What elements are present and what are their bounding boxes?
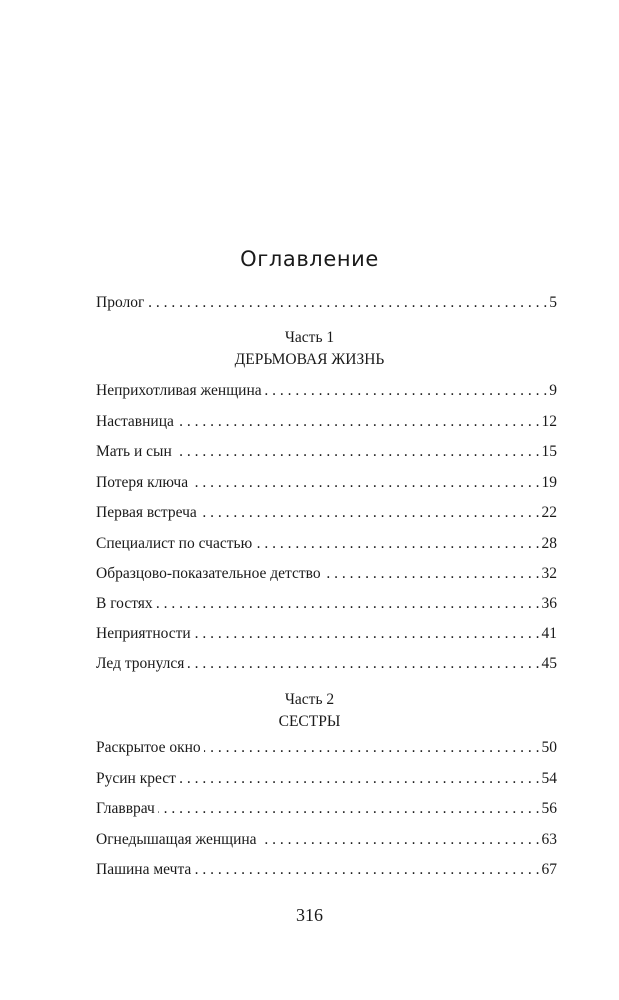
toc-entry-page: 50 — [541, 739, 557, 756]
toc-entry-prologue[interactable] — [96, 292, 557, 314]
toc-leader-dots — [265, 380, 548, 402]
part-1-name: ДЕРЬМОВАЯ ЖИЗНЬ — [234, 351, 385, 368]
toc-entry[interactable] — [96, 623, 557, 645]
toc-leader-dots — [260, 829, 540, 851]
toc-entry-page: 5 — [549, 294, 557, 311]
toc-entry[interactable] — [96, 502, 557, 524]
toc-entry-page: 54 — [541, 770, 557, 787]
toc-entry[interactable] — [96, 859, 557, 881]
toc-entry-label: Раскрытое окно — [96, 739, 201, 756]
part-2-name: СЕСТРЫ — [278, 713, 341, 730]
toc-entry-page: 9 — [549, 382, 557, 399]
toc-entry-page: 41 — [541, 625, 557, 642]
toc-entry-label: Наставница — [96, 413, 174, 430]
toc-leader-dots — [179, 768, 540, 790]
toc-entry-label: В гостях — [96, 595, 153, 612]
toc-entry-page: 63 — [541, 831, 557, 848]
part-2-label: Часть 2 — [284, 691, 335, 708]
toc-entry[interactable] — [96, 441, 557, 463]
toc-entry[interactable] — [96, 829, 557, 851]
toc-entry-label: Образцово-показательное детство — [96, 565, 321, 582]
page-number: 316 — [296, 905, 323, 925]
toc-entry-label: Огнедышащая женщина — [96, 831, 257, 848]
toc-leader-dots — [324, 563, 540, 585]
toc-entry-page: 32 — [541, 565, 557, 582]
toc-leader-dots — [194, 859, 539, 881]
toc-entry-label: Специалист по счастью — [96, 535, 253, 552]
toc-leader-dots — [147, 292, 547, 314]
toc-leader-dots — [191, 472, 539, 494]
toc-entry-page: 67 — [541, 861, 557, 878]
toc-entry-page: 15 — [541, 443, 557, 460]
toc-entry[interactable] — [96, 798, 557, 820]
toc-entry-label: Пашина мечта — [96, 861, 192, 878]
toc-entry[interactable] — [96, 472, 557, 494]
toc-entry-page: 22 — [541, 504, 557, 521]
toc-entry-label: Лед тронулся — [96, 655, 185, 672]
toc-entry-label: Потеря ключа — [96, 474, 189, 491]
toc-leader-dots — [175, 441, 540, 463]
part-1-label: Часть 1 — [284, 329, 335, 346]
toc-entry-page: 45 — [541, 655, 557, 672]
toc-leader-dots — [204, 737, 540, 759]
toc-entry-label: Главврач — [96, 800, 155, 817]
toc-entry-label: Неприятности — [96, 625, 191, 642]
toc-entry-label: Русин крест — [96, 770, 176, 787]
toc-entry[interactable] — [96, 533, 557, 555]
toc-entry-page: 56 — [541, 800, 557, 817]
toc-entry-label: Первая встреча — [96, 504, 197, 521]
toc-leader-dots — [194, 623, 540, 645]
page-title: Оглавление — [240, 247, 379, 271]
toc-leader-dots — [187, 653, 539, 675]
toc-entry-page: 28 — [541, 535, 557, 552]
toc-entry-label: Неприхотливая женщина — [96, 382, 262, 399]
toc-leader-dots — [158, 798, 540, 820]
toc-entry[interactable] — [96, 380, 557, 402]
toc-entry-page: 19 — [541, 474, 557, 491]
toc-entry-label: Пролог — [96, 294, 145, 311]
toc-entry-label: Мать и сын — [96, 443, 172, 460]
toc-entry[interactable] — [96, 593, 557, 615]
toc-leader-dots — [177, 411, 540, 433]
toc-entry[interactable] — [96, 653, 557, 675]
toc-entry[interactable] — [96, 737, 557, 759]
toc-entry[interactable] — [96, 768, 557, 790]
toc-entry[interactable] — [96, 563, 557, 585]
toc-entry-page: 12 — [541, 413, 557, 430]
toc-leader-dots — [255, 533, 539, 555]
toc-leader-dots — [156, 593, 540, 615]
toc-leader-dots — [200, 502, 540, 524]
toc-entry[interactable] — [96, 411, 557, 433]
toc-entry-page: 36 — [541, 595, 557, 612]
